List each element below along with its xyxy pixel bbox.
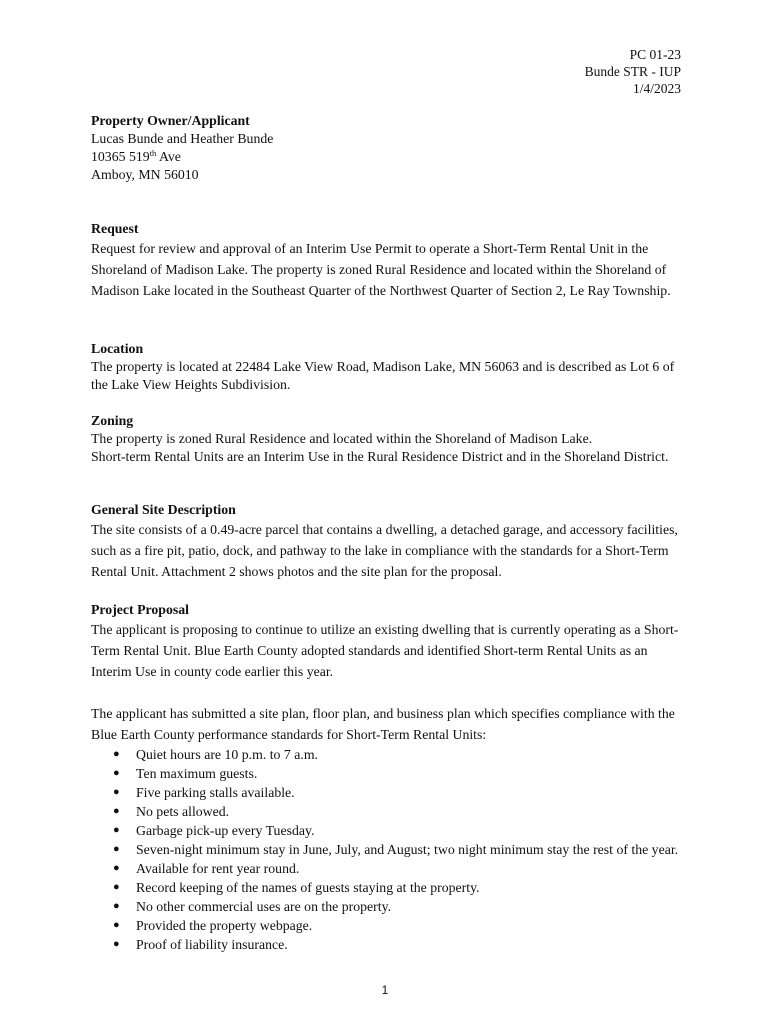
request-section <box>91 220 681 301</box>
owner-street: 10365 519th Ave <box>91 148 181 164</box>
list-item-text: Record keeping of the names of guests staying at the property. <box>136 880 480 895</box>
compliance-section <box>91 703 681 954</box>
case-title: Bunde STR - IUP <box>584 64 681 79</box>
list-item <box>91 878 681 897</box>
owner-section <box>91 112 681 184</box>
zoning-heading: Zoning <box>91 413 134 428</box>
bullet-icon: ● <box>113 900 120 912</box>
list-item <box>91 897 681 916</box>
bullet-icon: ● <box>113 862 120 874</box>
list-item <box>91 935 681 954</box>
list-item-text: Provided the property webpage. <box>136 918 313 933</box>
compliance-intro: The applicant has submitted a site plan, floor plan, and business plan which specifies compliance with the Blue Earth County performance standards for Short-Term Rental Units: <box>91 706 675 742</box>
bullet-icon: ● <box>113 843 120 855</box>
list-item <box>91 859 681 878</box>
case-number: PC 01-23 <box>629 47 681 62</box>
standards-list <box>91 745 681 954</box>
location-section <box>91 340 681 394</box>
document-date: 1/4/2023 <box>632 81 681 96</box>
list-item <box>91 764 681 783</box>
owner-city: Amboy, MN 56010 <box>91 167 199 182</box>
bullet-icon: ● <box>113 919 120 931</box>
bullet-icon: ● <box>113 786 120 798</box>
site-text: The site consists of a 0.49-acre parcel that contains a dwelling, a detached garage, and accessory facilities, such as a fire pit, patio, dock, and pathway to the lake in compliance with the standards for a Short-Term Rental Unit. Attachment 2 shows photos and the site plan for the proposal. <box>91 522 678 579</box>
owner-heading: Property Owner/Applicant <box>91 113 250 128</box>
list-item <box>91 821 681 840</box>
zoning-section <box>91 412 681 466</box>
list-item-text: No pets allowed. <box>136 804 230 819</box>
list-item-text: Proof of liability insurance. <box>136 937 288 952</box>
list-item <box>91 745 681 764</box>
list-item-text: Available for rent year round. <box>136 861 300 876</box>
bullet-icon: ● <box>113 805 120 817</box>
document-header <box>481 46 681 97</box>
list-item-text: No other commercial uses are on the property. <box>136 899 392 914</box>
location-text: The property is located at 22484 Lake View Road, Madison Lake, MN 56063 and is described as Lot 6 of the Lake View Heights Subdivision. <box>91 359 675 392</box>
bullet-icon: ● <box>113 748 120 760</box>
list-item-text: Garbage pick-up every Tuesday. <box>136 823 315 838</box>
bullet-icon: ● <box>113 824 120 836</box>
page-number: 1 <box>381 983 389 997</box>
list-item <box>91 916 681 935</box>
location-heading: Location <box>91 341 144 356</box>
request-heading: Request <box>91 221 139 236</box>
owner-name: Lucas Bunde and Heather Bunde <box>91 131 274 146</box>
list-item-text: Five parking stalls available. <box>136 785 295 800</box>
bullet-icon: ● <box>113 767 120 779</box>
list-item-text: Quiet hours are 10 p.m. to 7 a.m. <box>136 747 319 762</box>
bullet-icon: ● <box>113 938 120 950</box>
request-text: Request for review and approval of an Interim Use Permit to operate a Short-Term Rental Unit in the Shoreland of Madison Lake. The property is zoned Rural Residence and located within the Shoreland of Madison Lake located in the Southeast Quarter of the Northwest Quarter of Section 2, Le Ray Township. <box>91 241 671 298</box>
site-heading: General Site Description <box>91 502 236 517</box>
proposal-section <box>91 601 681 682</box>
list-item-text: Ten maximum guests. <box>136 766 258 781</box>
proposal-heading: Project Proposal <box>91 602 189 617</box>
list-item <box>91 802 681 821</box>
zoning-text-1: The property is zoned Rural Residence and located within the Shoreland of Madison Lake. <box>91 431 593 446</box>
list-item <box>91 840 681 859</box>
list-item-text: Seven-night minimum stay in June, July, and August; two night minimum stay the rest of the year. <box>136 842 679 857</box>
site-section <box>91 501 681 582</box>
proposal-text: The applicant is proposing to continue to utilize an existing dwelling that is currently operating as a Short-Term Rental Unit. Blue Earth County adopted standards and identified Short-term Rental Units as an Interim Use in county code earlier this year. <box>91 622 679 679</box>
list-item <box>91 783 681 802</box>
bullet-icon: ● <box>113 881 120 893</box>
zoning-text-2: Short-term Rental Units are an Interim Use in the Rural Residence District and in the Shoreland District. <box>91 449 669 464</box>
